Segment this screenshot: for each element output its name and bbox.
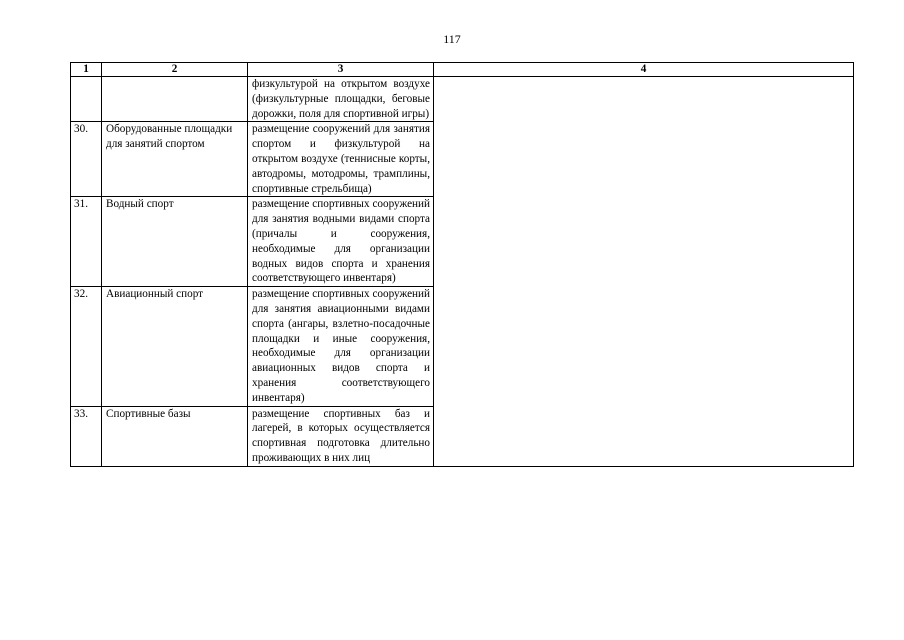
row-name: Оборудованные площадки для занятий спортом bbox=[102, 122, 248, 197]
row-description: размещение спортивных баз и лагерей, в которых осуществляется спортивная подготовка длительно проживающих в них лиц bbox=[248, 406, 434, 466]
header-col-1: 1 bbox=[71, 63, 102, 77]
row-number: 31. bbox=[71, 197, 102, 287]
table-header-row bbox=[71, 63, 854, 77]
page-number: 117 bbox=[443, 32, 461, 46]
row-number: 33. bbox=[71, 406, 102, 466]
row-name: Водный спорт bbox=[102, 197, 248, 287]
row-description: физкультурой на открытом воздухе (физкультурные площадки, беговые дорожки, поля для спортивной игры) bbox=[248, 77, 434, 122]
row-description: размещение спортивных сооружений для занятия авиационными видами спорта (ангары, взлетно-посадочные площадки и иные сооружения, необходимые для организации авиационных видов спорта и хранения соответствующего инвентаря) bbox=[248, 287, 434, 406]
header-col-3: 3 bbox=[248, 63, 434, 77]
row-description: размещение спортивных сооружений для занятия водными видами спорта (причалы и сооружения, необходимые для организации водных видов спорта и хранения соответствующего инвентаря) bbox=[248, 197, 434, 287]
row-description: размещение сооружений для занятия спортом и физкультурой на открытом воздухе (теннисные корты, автодромы, мотодромы, трамплины, спортивные стрельбища) bbox=[248, 122, 434, 197]
header-col-4: 4 bbox=[434, 63, 854, 77]
row-number: 30. bbox=[71, 122, 102, 197]
row-name: Авиационный спорт bbox=[102, 287, 248, 406]
row-name: Спортивные базы bbox=[102, 406, 248, 466]
row-number bbox=[71, 77, 102, 122]
row-code bbox=[434, 77, 854, 467]
header-col-2: 2 bbox=[102, 63, 248, 77]
land-use-table bbox=[70, 62, 854, 467]
row-name bbox=[102, 77, 248, 122]
row-number: 32. bbox=[71, 287, 102, 406]
table-row bbox=[71, 77, 854, 122]
